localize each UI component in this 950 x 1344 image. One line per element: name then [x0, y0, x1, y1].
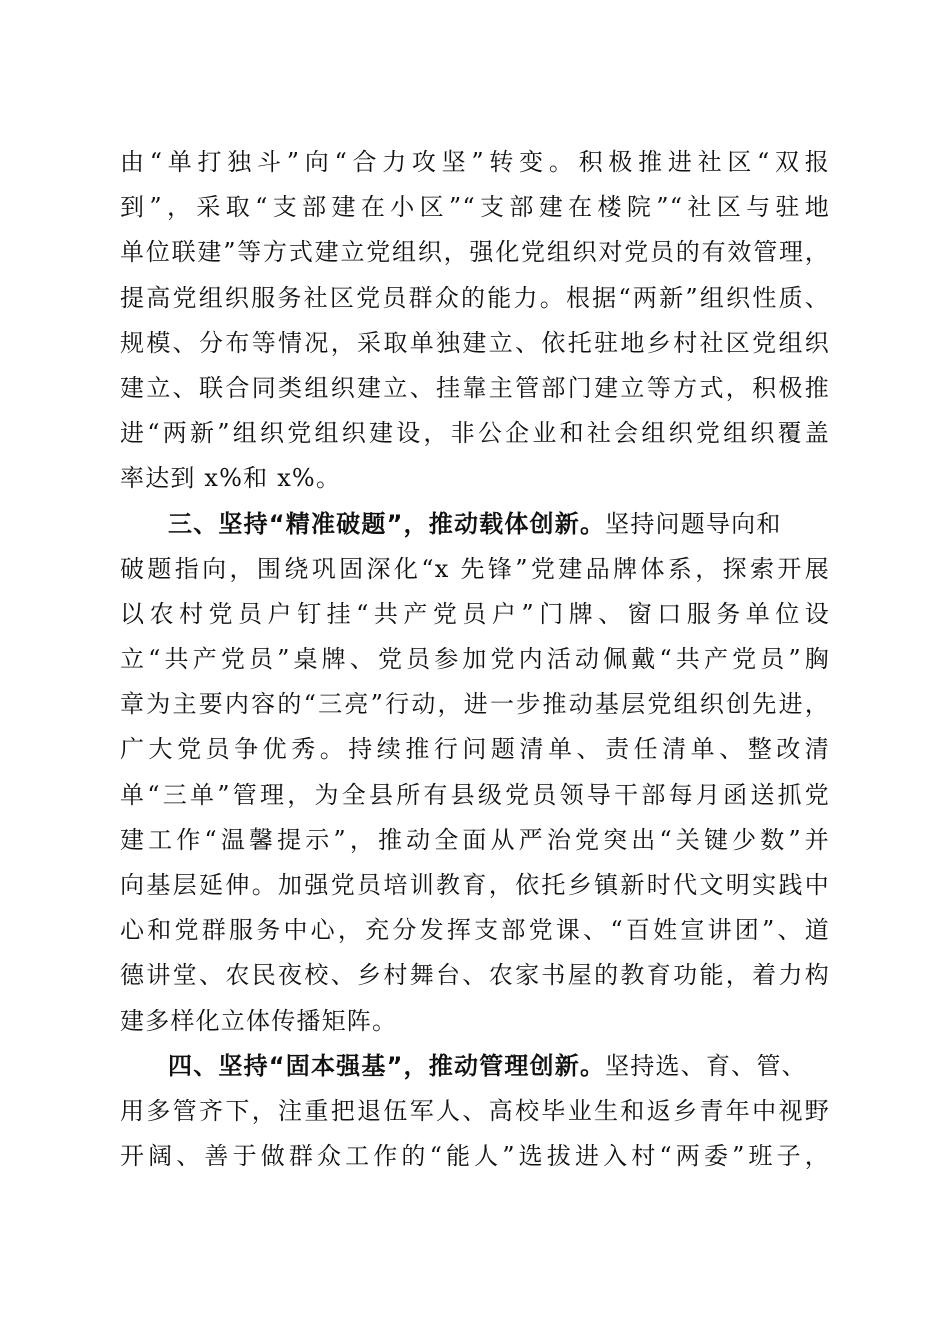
- paragraph2-first-line-text: 坚持问题导向和: [605, 509, 782, 538]
- paragraph3-line: 开阔、善于做群众工作的“能人”选拔进入村“两委”班子，: [120, 1142, 830, 1171]
- paragraph1-line: 率达到 x%和 x%。: [120, 464, 342, 493]
- paragraph1-line: 进“两新”组织党组织建设，非公企业和社会组织党组织覆盖: [120, 419, 830, 448]
- paragraph2-line: 立“共产党员”桌牌、党员参加党内活动佩戴“共产党员”胸: [120, 645, 830, 674]
- paragraph3-first-line: [120, 1044, 830, 1089]
- paragraph2-first-line: [120, 502, 830, 547]
- section-heading-4: 四、坚持“固本强基”，推动管理创新。: [168, 1051, 606, 1080]
- paragraph2-line: 以农村党员户钉挂“共产党员户”门牌、窗口服务单位设: [120, 599, 830, 628]
- paragraph1-line: 单位联建”等方式建立党组织，强化党组织对党员的有效管理，: [120, 238, 830, 267]
- paragraph1-line: 提高党组织服务社区党员群众的能力。根据“两新”组织性质、: [120, 283, 830, 312]
- paragraph2-line: 建多样化立体传播矩阵。: [120, 1006, 398, 1035]
- paragraph1-line: 规模、分布等情况，采取单独建立、依托驻地乡村社区党组织: [120, 328, 830, 357]
- section-heading-3: 三、坚持“精准破题”，推动载体创新。: [168, 509, 606, 538]
- paragraph2-line: 建工作“温馨提示”，推动全面从严治党突出“关键少数”并: [120, 825, 830, 854]
- paragraph2-line: 向基层延伸。加强党员培训教育，依托乡镇新时代文明实践中: [120, 871, 830, 899]
- paragraph2-line: 破题指向，围绕巩固深化“x 先锋”党建品牌体系，探索开展: [120, 554, 830, 583]
- paragraph1-line: 到”，采取“支部建在小区”“支部建在楼院”“社区与驻地: [120, 193, 830, 222]
- paragraph3-first-line-text: 坚持选、育、管、: [605, 1051, 807, 1080]
- paragraph1-line: 建立、联合同类组织建立、挂靠主管部门建立等方式，积极推: [120, 373, 830, 402]
- document-body: [120, 140, 830, 1179]
- paragraph2-line: 德讲堂、农民夜校、乡村舞台、农家书屋的教育功能，着力构: [120, 961, 830, 990]
- paragraph2-line: 心和党群服务中心，充分发挥支部党课、“百姓宣讲团”、道: [120, 916, 830, 945]
- paragraph2-line: 广大党员争优秀。持续推行问题清单、责任清单、整改清: [120, 735, 830, 764]
- paragraph2-line: 单“三单”管理，为全县所有县级党员领导干部每月函送抓党: [120, 780, 830, 809]
- paragraph1-line: 由“单打独斗”向“合力攻坚”转变。积极推进社区“双报: [120, 148, 830, 176]
- paragraph2-line: 章为主要内容的“三亮”行动，进一步推动基层党组织创先进，: [120, 690, 830, 719]
- paragraph3-line: 用多管齐下，注重把退伍军人、高校毕业生和返乡青年中视野: [120, 1096, 830, 1125]
